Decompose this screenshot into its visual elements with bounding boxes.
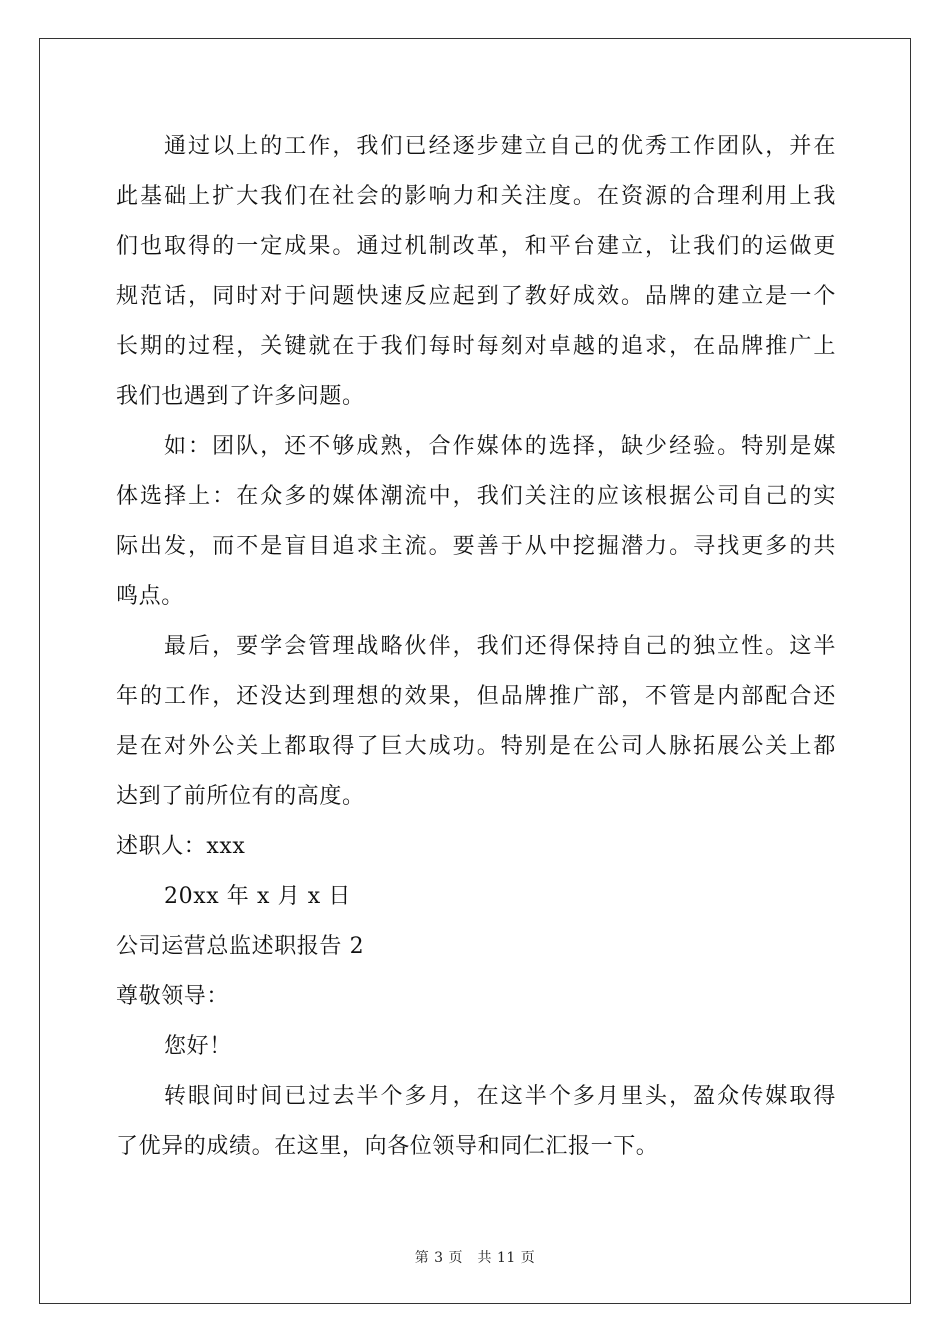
signature: 述职人：xxx bbox=[116, 834, 246, 859]
paragraph-3-line-4: 达到了前所位有的高度。 bbox=[116, 784, 365, 809]
paragraph-3-line-1: 最后，要学会管理战略伙伴，我们还得保持自己的独立性。这半 bbox=[164, 634, 836, 659]
intro-line-1: 转眼间时间已过去半个多月，在这半个多月里头，盈众传媒取得 bbox=[164, 1084, 836, 1109]
date: 20xx 年 x 月 x 日 bbox=[164, 884, 351, 909]
intro-line-2: 了优异的成绩。在这里，向各位领导和同仁汇报一下。 bbox=[116, 1134, 659, 1159]
report-title: 公司运营总监述职报告 2 bbox=[116, 934, 365, 959]
greeting: 您好！ bbox=[164, 1034, 232, 1059]
paragraph-1-line-2: 此基础上扩大我们在社会的影响力和关注度。在资源的合理利用上我 bbox=[116, 184, 836, 209]
salutation: 尊敬领导： bbox=[116, 984, 230, 1009]
paragraph-1-line-5: 长期的过程，关键就在于我们每时每刻对卓越的追求，在品牌推广上 bbox=[116, 334, 836, 359]
paragraph-1-line-1: 通过以上的工作，我们已经逐步建立自己的优秀工作团队，并在 bbox=[164, 134, 836, 159]
paragraph-1-line-4: 规范话，同时对于问题快速反应起到了教好成效。品牌的建立是一个 bbox=[116, 284, 836, 309]
paragraph-3-line-3: 是在对外公关上都取得了巨大成功。特别是在公司人脉拓展公关上都 bbox=[116, 734, 836, 759]
paragraph-2-line-3: 际出发，而不是盲目追求主流。要善于从中挖掘潜力。寻找更多的共 bbox=[116, 534, 836, 559]
paragraph-1-line-3: 们也取得的一定成果。通过机制改革，和平台建立，让我们的运做更 bbox=[116, 234, 836, 259]
paragraph-1-line-6: 我们也遇到了许多问题。 bbox=[116, 384, 365, 409]
paragraph-3-line-2: 年的工作，还没达到理想的效果，但品牌推广部，不管是内部配合还 bbox=[116, 684, 836, 709]
page-number-footer: 第 3 页 共 11 页 bbox=[414, 1250, 536, 1266]
paragraph-2-line-1: 如：团队，还不够成熟，合作媒体的选择，缺少经验。特别是媒 bbox=[164, 434, 836, 459]
paragraph-2-line-2: 体选择上：在众多的媒体潮流中，我们关注的应该根据公司自己的实 bbox=[116, 484, 836, 509]
paragraph-2-line-4: 鸣点。 bbox=[116, 584, 184, 609]
